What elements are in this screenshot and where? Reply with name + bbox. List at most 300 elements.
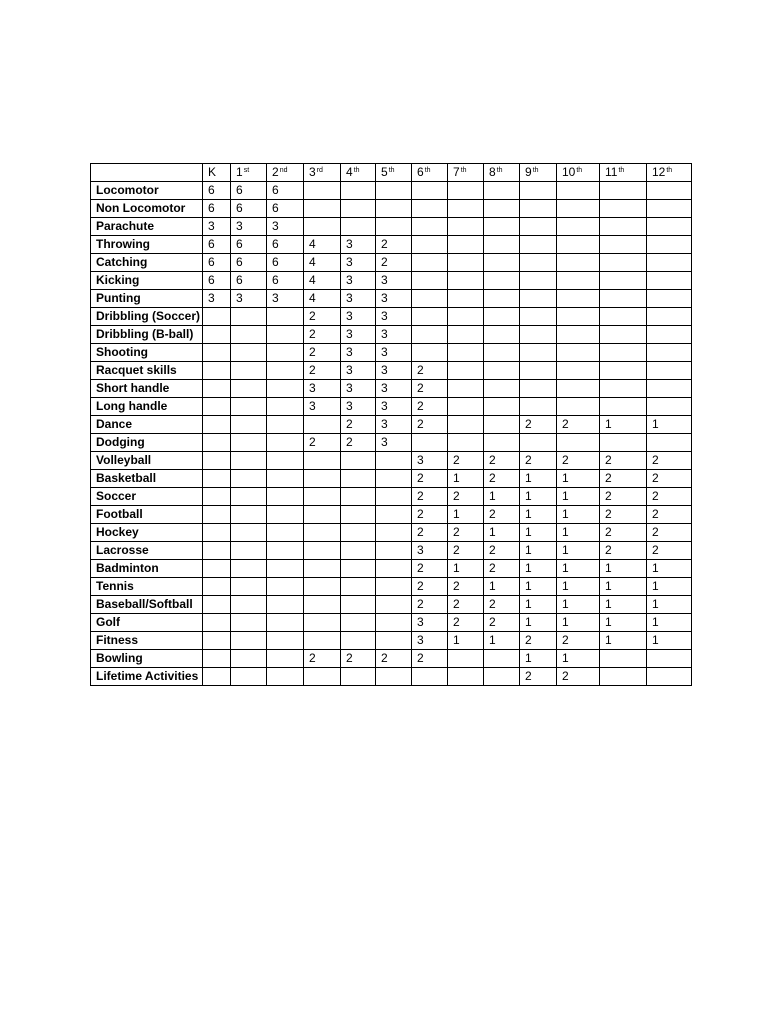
value-cell: 1: [484, 578, 520, 596]
value-cell: [231, 326, 267, 344]
header-grade-cell: [267, 164, 304, 182]
value-cell: 2: [376, 254, 412, 272]
value-cell: 2: [520, 668, 557, 686]
activity-name-cell: Long handle: [91, 398, 203, 416]
value-cell: [376, 200, 412, 218]
header-grade-cell: [304, 164, 341, 182]
value-cell: [203, 308, 231, 326]
value-cell: [267, 542, 304, 560]
value-cell: [341, 488, 376, 506]
table-row: [91, 272, 692, 290]
value-cell: 1: [600, 416, 647, 434]
value-cell: [231, 398, 267, 416]
value-cell: [448, 668, 484, 686]
value-cell: 2: [484, 506, 520, 524]
activity-name-cell: Tennis: [91, 578, 203, 596]
value-cell: [341, 524, 376, 542]
value-cell: [484, 362, 520, 380]
value-cell: [484, 326, 520, 344]
table-row: [91, 614, 692, 632]
grade-label: 6: [417, 165, 424, 179]
value-cell: [341, 542, 376, 560]
value-cell: [267, 470, 304, 488]
value-cell: 2: [557, 416, 600, 434]
value-cell: [203, 380, 231, 398]
activity-name-cell: Throwing: [91, 236, 203, 254]
value-cell: 1: [600, 614, 647, 632]
value-cell: [267, 506, 304, 524]
value-cell: [484, 344, 520, 362]
value-cell: [520, 434, 557, 452]
value-cell: [267, 380, 304, 398]
value-cell: [448, 200, 484, 218]
value-cell: 2: [412, 416, 448, 434]
value-cell: [647, 272, 692, 290]
value-cell: [600, 182, 647, 200]
value-cell: 3: [376, 380, 412, 398]
value-cell: [304, 488, 341, 506]
value-cell: 3: [376, 308, 412, 326]
value-cell: 1: [647, 578, 692, 596]
value-cell: [267, 578, 304, 596]
value-cell: [267, 398, 304, 416]
activity-name-cell: Fitness: [91, 632, 203, 650]
value-cell: [267, 308, 304, 326]
value-cell: [231, 614, 267, 632]
grade-activity-table: [90, 163, 692, 686]
value-cell: [647, 650, 692, 668]
grade-ordinal-suffix: nd: [279, 167, 288, 174]
value-cell: [448, 272, 484, 290]
header-grade-cell: [341, 164, 376, 182]
value-cell: [341, 470, 376, 488]
value-cell: 2: [341, 416, 376, 434]
value-cell: 3: [341, 254, 376, 272]
value-cell: [647, 236, 692, 254]
value-cell: 3: [376, 362, 412, 380]
value-cell: 3: [376, 290, 412, 308]
value-cell: [448, 344, 484, 362]
grade-label: 1: [236, 165, 243, 179]
header-grade-cell: [647, 164, 692, 182]
value-cell: [600, 362, 647, 380]
value-cell: [376, 488, 412, 506]
value-cell: 2: [484, 596, 520, 614]
value-cell: [647, 434, 692, 452]
value-cell: [231, 524, 267, 542]
value-cell: 1: [520, 596, 557, 614]
value-cell: 1: [647, 632, 692, 650]
header-grade-cell: [484, 164, 520, 182]
activity-name-cell: Lacrosse: [91, 542, 203, 560]
grade-ordinal-suffix: th: [424, 167, 431, 174]
value-cell: 3: [267, 290, 304, 308]
value-cell: 6: [203, 254, 231, 272]
grade-ordinal-suffix: st: [243, 167, 250, 174]
header-grade-cell: [376, 164, 412, 182]
activity-name-cell: Lifetime Activities: [91, 668, 203, 686]
value-cell: [520, 236, 557, 254]
value-cell: [203, 578, 231, 596]
value-cell: [557, 218, 600, 236]
value-cell: 2: [647, 524, 692, 542]
value-cell: [304, 470, 341, 488]
grade-ordinal-suffix: rd: [316, 167, 323, 174]
value-cell: [600, 290, 647, 308]
value-cell: [557, 434, 600, 452]
value-cell: [341, 614, 376, 632]
activity-name-cell: Non Locomotor: [91, 200, 203, 218]
value-cell: [557, 362, 600, 380]
value-cell: [484, 236, 520, 254]
value-cell: [231, 668, 267, 686]
value-cell: [203, 452, 231, 470]
value-cell: [520, 218, 557, 236]
value-cell: [484, 272, 520, 290]
value-cell: 3: [341, 308, 376, 326]
value-cell: 1: [647, 596, 692, 614]
grade-label: 3: [309, 165, 316, 179]
table-row: [91, 488, 692, 506]
value-cell: 1: [557, 470, 600, 488]
value-cell: 3: [376, 398, 412, 416]
value-cell: [341, 452, 376, 470]
value-cell: 1: [557, 542, 600, 560]
value-cell: 3: [203, 218, 231, 236]
value-cell: 1: [557, 488, 600, 506]
value-cell: [203, 524, 231, 542]
value-cell: [448, 182, 484, 200]
grade-label: 12: [652, 165, 666, 179]
value-cell: [376, 470, 412, 488]
value-cell: [231, 308, 267, 326]
value-cell: [341, 560, 376, 578]
header-grade-cell: [520, 164, 557, 182]
value-cell: 3: [231, 218, 267, 236]
value-cell: 6: [267, 182, 304, 200]
value-cell: [376, 524, 412, 542]
grade-ordinal-suffix: th: [353, 167, 360, 174]
header-grade-cell: [412, 164, 448, 182]
value-cell: [448, 218, 484, 236]
table-row: [91, 290, 692, 308]
value-cell: [557, 182, 600, 200]
table-row: [91, 362, 692, 380]
value-cell: 3: [376, 272, 412, 290]
grade-ordinal-suffix: th: [388, 167, 395, 174]
grade-ordinal-suffix: th: [666, 167, 673, 174]
grade-label: 8: [489, 165, 496, 179]
value-cell: [304, 218, 341, 236]
value-cell: [557, 380, 600, 398]
value-cell: 1: [557, 596, 600, 614]
value-cell: [203, 596, 231, 614]
value-cell: 2: [448, 488, 484, 506]
value-cell: 2: [600, 524, 647, 542]
value-cell: 3: [203, 290, 231, 308]
grade-label: 2: [272, 165, 279, 179]
value-cell: 2: [412, 470, 448, 488]
value-cell: [600, 344, 647, 362]
value-cell: [304, 542, 341, 560]
table-row: [91, 254, 692, 272]
value-cell: [231, 542, 267, 560]
table-header: [91, 164, 692, 182]
activity-name-cell: Bowling: [91, 650, 203, 668]
value-cell: [267, 614, 304, 632]
value-cell: 1: [520, 560, 557, 578]
value-cell: [231, 488, 267, 506]
value-cell: [376, 182, 412, 200]
grade-label: K: [208, 165, 217, 179]
value-cell: [484, 416, 520, 434]
table-row: [91, 182, 692, 200]
table-row: [91, 506, 692, 524]
value-cell: [376, 218, 412, 236]
value-cell: [304, 200, 341, 218]
value-cell: 2: [647, 470, 692, 488]
value-cell: [203, 542, 231, 560]
value-cell: [203, 614, 231, 632]
value-cell: 1: [520, 614, 557, 632]
value-cell: [520, 326, 557, 344]
value-cell: [376, 578, 412, 596]
value-cell: 2: [304, 308, 341, 326]
value-cell: 3: [304, 398, 341, 416]
value-cell: 2: [448, 614, 484, 632]
grade-ordinal-suffix: th: [532, 167, 539, 174]
value-cell: [341, 596, 376, 614]
value-cell: [341, 218, 376, 236]
activity-name-cell: Golf: [91, 614, 203, 632]
value-cell: [231, 344, 267, 362]
value-cell: [600, 200, 647, 218]
table-row: [91, 524, 692, 542]
value-cell: [647, 326, 692, 344]
value-cell: 6: [231, 272, 267, 290]
value-cell: 2: [341, 434, 376, 452]
value-cell: [231, 470, 267, 488]
value-cell: [341, 506, 376, 524]
value-cell: 3: [376, 434, 412, 452]
value-cell: 6: [267, 200, 304, 218]
value-cell: [231, 578, 267, 596]
table-row: [91, 380, 692, 398]
value-cell: [647, 344, 692, 362]
activity-name-cell: Dribbling (Soccer): [91, 308, 203, 326]
activity-name-cell: Baseball/Softball: [91, 596, 203, 614]
grade-label: 7: [453, 165, 460, 179]
value-cell: [412, 308, 448, 326]
activity-name-cell: Football: [91, 506, 203, 524]
table-row: [91, 560, 692, 578]
grade-ordinal-suffix: th: [460, 167, 467, 174]
value-cell: [304, 506, 341, 524]
value-cell: [203, 506, 231, 524]
value-cell: 2: [647, 452, 692, 470]
value-cell: [304, 416, 341, 434]
value-cell: [412, 236, 448, 254]
value-cell: [304, 614, 341, 632]
activity-name-cell: Basketball: [91, 470, 203, 488]
value-cell: 2: [412, 488, 448, 506]
table-row: [91, 542, 692, 560]
value-cell: [484, 668, 520, 686]
value-cell: 2: [484, 560, 520, 578]
value-cell: 6: [203, 272, 231, 290]
value-cell: 1: [600, 596, 647, 614]
value-cell: [557, 236, 600, 254]
value-cell: 1: [520, 578, 557, 596]
value-cell: [647, 668, 692, 686]
activity-name-cell: Short handle: [91, 380, 203, 398]
table-body: [91, 182, 692, 686]
value-cell: [267, 326, 304, 344]
value-cell: [647, 308, 692, 326]
value-cell: [267, 632, 304, 650]
value-cell: [484, 650, 520, 668]
value-cell: [341, 578, 376, 596]
value-cell: 2: [520, 416, 557, 434]
value-cell: [304, 632, 341, 650]
value-cell: 6: [267, 254, 304, 272]
table-row: [91, 200, 692, 218]
value-cell: [647, 290, 692, 308]
value-cell: [412, 218, 448, 236]
value-cell: [448, 236, 484, 254]
value-cell: [231, 506, 267, 524]
value-cell: 3: [412, 614, 448, 632]
value-cell: [647, 380, 692, 398]
value-cell: [231, 434, 267, 452]
grade-ordinal-suffix: th: [496, 167, 503, 174]
value-cell: 2: [448, 542, 484, 560]
value-cell: [647, 182, 692, 200]
activity-name-cell: Locomotor: [91, 182, 203, 200]
value-cell: 3: [304, 380, 341, 398]
value-cell: [203, 344, 231, 362]
activity-name-cell: Shooting: [91, 344, 203, 362]
table-row: [91, 452, 692, 470]
value-cell: [448, 434, 484, 452]
table-row: [91, 398, 692, 416]
value-cell: 1: [520, 488, 557, 506]
value-cell: [304, 560, 341, 578]
value-cell: [412, 182, 448, 200]
value-cell: 1: [448, 560, 484, 578]
value-cell: 1: [484, 524, 520, 542]
value-cell: 2: [304, 344, 341, 362]
activity-name-cell: Dance: [91, 416, 203, 434]
value-cell: [600, 218, 647, 236]
value-cell: [557, 254, 600, 272]
value-cell: 3: [341, 290, 376, 308]
value-cell: [647, 398, 692, 416]
value-cell: 2: [304, 650, 341, 668]
value-cell: [484, 290, 520, 308]
value-cell: 2: [412, 362, 448, 380]
value-cell: 1: [600, 632, 647, 650]
value-cell: 1: [557, 506, 600, 524]
activity-name-cell: Volleyball: [91, 452, 203, 470]
header-grade-cell: [557, 164, 600, 182]
value-cell: 2: [412, 398, 448, 416]
value-cell: 2: [520, 452, 557, 470]
value-cell: [341, 200, 376, 218]
table-row: [91, 470, 692, 488]
value-cell: [647, 254, 692, 272]
value-cell: [484, 200, 520, 218]
value-cell: [203, 650, 231, 668]
value-cell: [557, 200, 600, 218]
value-cell: [203, 434, 231, 452]
value-cell: 2: [376, 236, 412, 254]
value-cell: 4: [304, 236, 341, 254]
value-cell: 2: [304, 362, 341, 380]
value-cell: [267, 650, 304, 668]
value-cell: 1: [484, 632, 520, 650]
value-cell: [304, 578, 341, 596]
value-cell: 1: [557, 524, 600, 542]
value-cell: 1: [557, 614, 600, 632]
value-cell: 2: [484, 470, 520, 488]
table-row: [91, 596, 692, 614]
value-cell: 2: [412, 596, 448, 614]
value-cell: [376, 542, 412, 560]
value-cell: [203, 488, 231, 506]
value-cell: [231, 632, 267, 650]
value-cell: 1: [647, 614, 692, 632]
value-cell: 2: [412, 560, 448, 578]
value-cell: 6: [203, 236, 231, 254]
value-cell: [267, 524, 304, 542]
value-cell: 2: [412, 524, 448, 542]
value-cell: 2: [600, 488, 647, 506]
value-cell: 2: [376, 650, 412, 668]
value-cell: 6: [203, 200, 231, 218]
value-cell: [484, 182, 520, 200]
value-cell: 3: [412, 452, 448, 470]
value-cell: [376, 668, 412, 686]
value-cell: 6: [231, 236, 267, 254]
value-cell: 1: [557, 578, 600, 596]
value-cell: [600, 308, 647, 326]
value-cell: 3: [341, 344, 376, 362]
value-cell: [267, 416, 304, 434]
value-cell: 1: [448, 632, 484, 650]
value-cell: [412, 434, 448, 452]
value-cell: [231, 650, 267, 668]
value-cell: [376, 614, 412, 632]
value-cell: [267, 560, 304, 578]
value-cell: 6: [203, 182, 231, 200]
value-cell: 1: [647, 560, 692, 578]
value-cell: [412, 344, 448, 362]
value-cell: [341, 668, 376, 686]
value-cell: 2: [304, 434, 341, 452]
grade-label: 5: [381, 165, 388, 179]
value-cell: 2: [557, 668, 600, 686]
value-cell: [557, 308, 600, 326]
value-cell: [231, 596, 267, 614]
value-cell: 1: [647, 416, 692, 434]
value-cell: 2: [412, 506, 448, 524]
value-cell: 3: [341, 362, 376, 380]
value-cell: [267, 596, 304, 614]
value-cell: 2: [647, 506, 692, 524]
value-cell: [412, 290, 448, 308]
value-cell: 6: [231, 200, 267, 218]
